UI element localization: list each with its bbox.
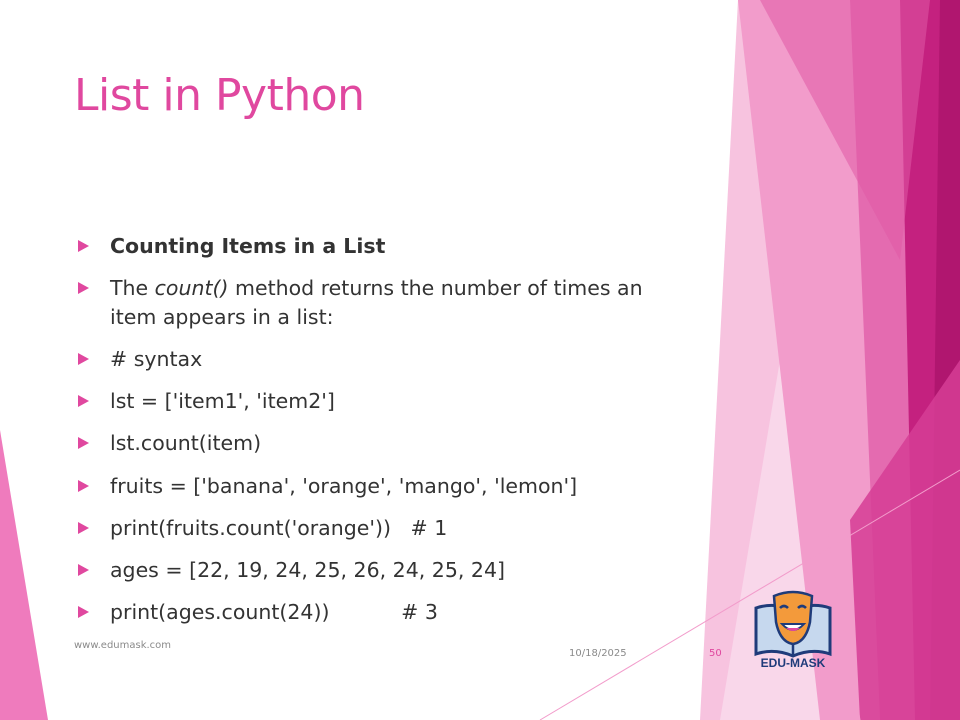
bullet-text: fruits = ['banana', 'orange', 'mango', 'lemon'] xyxy=(110,474,578,498)
bullet-arrow-icon xyxy=(78,564,89,576)
bullet-text: Counting Items in a List xyxy=(110,234,386,258)
bullet-text: print(ages.count(24)) # 3 xyxy=(110,600,438,624)
left-wedge xyxy=(0,430,48,720)
bullet-item xyxy=(78,274,643,332)
bullet-text: The count() method returns the number of times an item appears in a list: xyxy=(110,276,643,329)
bullet-arrow-icon xyxy=(78,522,89,534)
bullet-item xyxy=(78,598,438,627)
bullet-arrow-icon xyxy=(78,353,89,365)
bullet-item xyxy=(78,472,577,501)
footer-date: 10/18/2025 xyxy=(569,648,627,659)
slide-title: List in Python xyxy=(74,70,365,121)
bullet-text: ages = [22, 19, 24, 25, 26, 24, 25, 24] xyxy=(110,558,505,582)
bullet-arrow-icon xyxy=(78,282,89,294)
bullet-arrow-icon xyxy=(78,437,89,449)
bullet-item xyxy=(78,514,447,543)
count-method-name: count() xyxy=(154,276,229,300)
bullet-item xyxy=(78,345,202,374)
bullet-item xyxy=(78,556,505,585)
logo-text: EDU-MASK xyxy=(760,656,826,670)
bullet-arrow-icon xyxy=(78,395,89,407)
bullet-text: lst.count(item) xyxy=(110,431,262,455)
bullet-text: lst = ['item1', 'item2'] xyxy=(110,389,335,413)
footer-website: www.edumask.com xyxy=(74,640,172,651)
bullet-text: # syntax xyxy=(110,347,203,371)
bullet-arrow-icon xyxy=(78,480,89,492)
bullet-arrow-icon xyxy=(78,240,89,252)
bullet-item xyxy=(78,232,385,261)
bullet-item xyxy=(78,429,261,458)
bullet-item xyxy=(78,387,335,416)
bullet-arrow-icon xyxy=(78,606,89,618)
bullet-text: print(fruits.count('orange')) # 1 xyxy=(110,516,448,540)
slide-number: 50 xyxy=(709,648,722,659)
